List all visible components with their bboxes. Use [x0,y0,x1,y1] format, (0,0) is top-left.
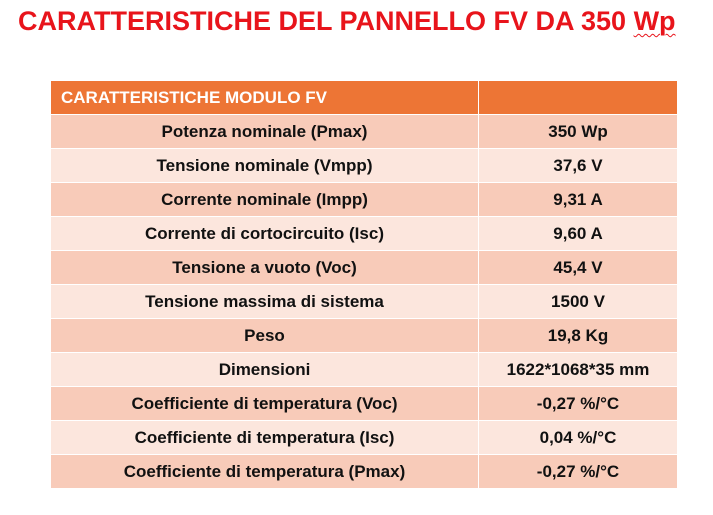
spec-label: Tensione a vuoto (Voc) [51,251,479,285]
table-row [51,319,678,353]
spec-value: 19,8 Kg [479,319,678,353]
spec-value: 0,04 %/°C [479,421,678,455]
spec-label: Tensione massima di sistema [51,285,479,319]
spec-value: 45,4 V [479,251,678,285]
table-header-row [51,81,678,115]
table-header-cell [479,81,678,115]
table-row [51,115,678,149]
table-row [51,455,678,489]
table-header-cell: CARATTERISTICHE MODULO FV [51,81,479,115]
page-title-unit: Wp [633,6,676,36]
table-row [51,149,678,183]
spec-label: Coefficiente di temperatura (Voc) [51,387,479,421]
spec-value: 9,60 A [479,217,678,251]
spec-label: Coefficiente di temperatura (Isc) [51,421,479,455]
spec-value: 1500 V [479,285,678,319]
spec-value: -0,27 %/°C [479,455,678,489]
specs-table [50,80,678,489]
table-row [51,217,678,251]
spec-label: Tensione nominale (Vmpp) [51,149,479,183]
table-row [51,421,678,455]
table-row [51,387,678,421]
table-row [51,183,678,217]
spec-label: Corrente di cortocircuito (Isc) [51,217,479,251]
spec-value: 350 Wp [479,115,678,149]
spec-label: Potenza nominale (Pmax) [51,115,479,149]
spec-label: Corrente nominale (Impp) [51,183,479,217]
spec-label: Coefficiente di temperatura (Pmax) [51,455,479,489]
spec-value: 1622*1068*35 mm [479,353,678,387]
spec-value: -0,27 %/°C [479,387,678,421]
spec-label: Dimensioni [51,353,479,387]
table-row [51,353,678,387]
spec-value: 37,6 V [479,149,678,183]
spec-label: Peso [51,319,479,353]
page-title [18,6,676,37]
table-row [51,251,678,285]
page-title-main: CARATTERISTICHE DEL PANNELLO FV DA 350 [18,6,634,36]
spec-value: 9,31 A [479,183,678,217]
table-row [51,285,678,319]
